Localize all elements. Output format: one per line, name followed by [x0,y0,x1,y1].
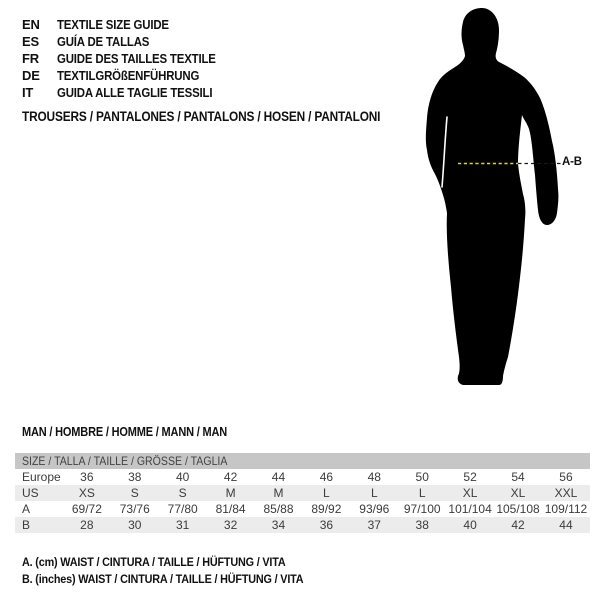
table-cell: S [159,485,207,501]
man-silhouette [425,5,565,385]
table-cell: 56 [559,470,573,484]
table-cell: XS [63,485,111,501]
table-cell: 31 [159,517,207,533]
table-cell: 46 [319,470,334,484]
table-cell: L [302,485,350,501]
table-cell: 37 [350,517,398,533]
measure-label: A-B [562,156,582,168]
table-cell: XL [446,485,494,501]
table-row-europe [15,469,590,485]
table-cell: 48 [367,470,381,484]
table-cell: XL [494,485,542,501]
language-row [22,33,237,50]
table-cell: 101/104 [448,502,492,516]
table-cell: 36 [302,517,350,533]
note-b: B. (inches) WAIST / CINTURA / TAILLE / HÜFTUNG / VITA [22,572,304,586]
table-cell: 34 [255,517,303,533]
table-cell: 30 [111,517,159,533]
language-code: DE [22,68,40,83]
footnotes [22,554,342,588]
language-label: GUÍA DE TALLAS [57,34,150,49]
row-label: A [22,502,31,516]
table-cell: XXL [542,485,590,501]
table-cell: 28 [63,517,111,533]
table-row-us [15,485,590,501]
table-row-a-cm [15,501,590,517]
language-label: TEXTILGRÖßENFÜHRUNG [57,68,200,83]
language-code: FR [22,51,39,66]
language-label: GUIDA ALLE TAGLIE TESSILI [57,85,213,100]
language-label: GUIDE DES TAILLES TEXTILE [57,51,216,66]
language-code: IT [22,85,34,100]
language-legend [22,16,237,101]
language-row [22,67,237,84]
language-row [22,84,237,101]
size-table-header: SIZE / TALLA / TAILLE / GRÖSSE / TAGLIA [15,453,590,469]
table-cell: M [207,485,255,501]
table-cell: 32 [207,517,255,533]
table-cell: 40 [446,517,494,533]
language-row [22,16,237,33]
table-cell: 69/72 [71,502,102,516]
language-code: EN [22,17,40,32]
language-label: TEXTILE SIZE GUIDE [57,17,169,32]
table-cell: M [255,485,303,501]
table-cell: 85/88 [263,502,294,516]
gender-heading: MAN / HOMBRE / HOMME / MANN / MAN [22,425,228,439]
row-label: Europe [22,470,61,484]
row-label: US [15,485,63,501]
table-cell: 93/96 [359,502,390,516]
table-cell: 42 [494,517,542,533]
category-title: TROUSERS / PANTALONES / PANTALONS / HOSEN / PANTALONI [22,109,381,124]
table-cell: 54 [511,470,525,484]
table-cell: 52 [463,470,477,484]
table-cell: 44 [271,470,286,484]
size-table-header-row [15,453,590,469]
table-cell: 97/100 [403,502,441,516]
table-cell: S [111,485,159,501]
note-a: A. (cm) WAIST / CINTURA / TAILLE / HÜFTUNG / VITA [22,555,286,569]
table-cell: L [350,485,398,501]
table-cell: 50 [415,470,429,484]
table-cell: 105/108 [496,502,540,516]
language-row [22,50,237,67]
language-code: ES [22,34,39,49]
table-cell: 77/80 [167,502,198,516]
table-cell: 109/112 [544,502,588,516]
table-cell: 38 [398,517,446,533]
table-cell: 40 [175,470,190,484]
table-cell: 42 [223,470,238,484]
table-row-b-inches [15,517,590,533]
table-cell: 73/76 [119,502,150,516]
table-cell: 38 [128,470,142,484]
man-silhouette-body [426,8,559,385]
table-cell: 81/84 [215,502,246,516]
row-label: B [15,517,63,533]
table-cell: L [398,485,446,501]
size-table [15,453,590,533]
table-cell: 44 [542,517,590,533]
table-cell: 89/92 [311,502,342,516]
table-cell: 36 [80,470,94,484]
